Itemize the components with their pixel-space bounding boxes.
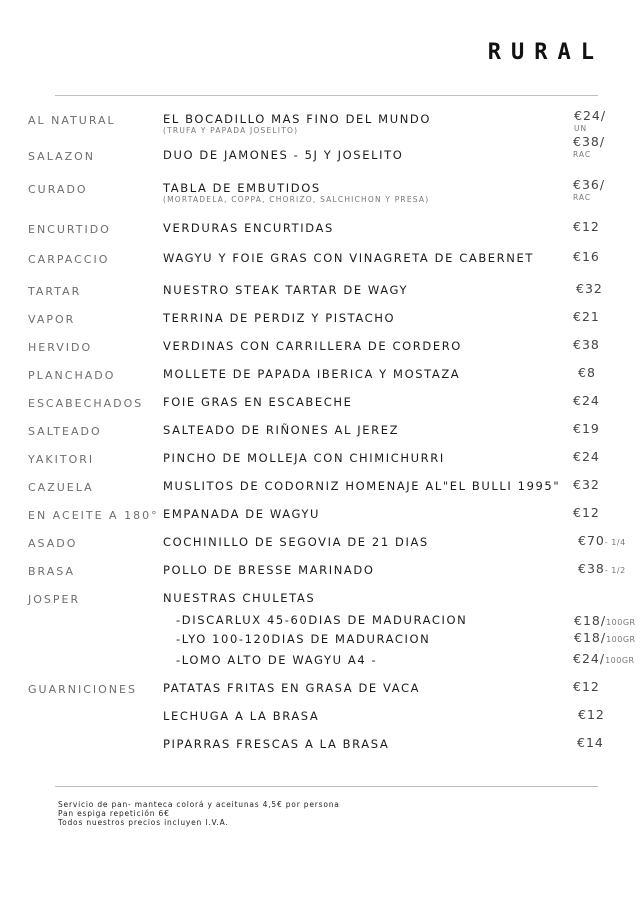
dish-name: DUO DE JAMONES - 5J Y JOSELITO: [163, 148, 404, 162]
dish-name: NUESTRAS CHULETAS: [163, 591, 316, 605]
category-label: VAPOR: [28, 313, 76, 326]
price: [573, 651, 635, 666]
price: [573, 337, 600, 352]
price-value: €16: [573, 249, 600, 264]
category-label: YAKITORI: [28, 453, 95, 466]
price: [578, 561, 626, 576]
footer-notes: [58, 800, 340, 827]
category-label: EN ACEITE A 180°: [28, 509, 159, 522]
category-label: PLANCHADO: [28, 369, 116, 382]
category-label: JOSPER: [28, 593, 81, 606]
price-suffix: 100GR: [605, 656, 635, 665]
price-value: €32: [576, 281, 603, 296]
dish-name: PIPARRAS FRESCAS A LA BRASA: [163, 737, 390, 751]
price: [573, 477, 600, 492]
price-value: €36/: [573, 177, 606, 192]
dish-name: TABLA DE EMBUTIDOS: [163, 181, 321, 195]
price-value: €24/: [573, 651, 606, 666]
dish-name: VERDURAS ENCURTIDAS: [163, 221, 334, 235]
footer-line: Servicio de pan- manteca colorá y aceitunas 4,5€ por persona: [58, 800, 340, 809]
price: [578, 707, 605, 722]
dish-name: POLLO DE BRESSE MARINADO: [163, 563, 375, 577]
dish-name: FOIE GRAS EN ESCABECHE: [163, 395, 353, 409]
dish-name: VERDINAS CON CARRILLERA DE CORDERO: [163, 339, 462, 353]
price-value: €12: [573, 505, 600, 520]
price: [574, 630, 636, 645]
dish-name: -LOMO ALTO DE WAGYU A4 -: [176, 653, 378, 667]
top-divider: [55, 95, 598, 96]
price-value: €8: [578, 365, 596, 380]
price: [573, 249, 600, 264]
bottom-divider: [55, 786, 598, 787]
dish-name: MOLLETE DE PAPADA IBERICA Y MOSTAZA: [163, 367, 461, 381]
footer-line: Todos nuestros precios incluyen I.V.A.: [58, 818, 229, 827]
price-value: €24/: [574, 108, 607, 123]
price: [573, 505, 600, 520]
price: [573, 421, 600, 436]
price: [578, 533, 626, 548]
price: [573, 219, 600, 234]
category-label: SALTEADO: [28, 425, 102, 438]
dish-name: WAGYU Y FOIE GRAS CON VINAGRETA DE CABERNET: [163, 251, 534, 265]
dish-note: (MORTADELA, COPPA, CHORIZO, SALCHICHON Y PRESA): [163, 195, 430, 204]
category-label: ESCABECHADOS: [28, 397, 144, 410]
price: [573, 134, 605, 149]
dish-name: LECHUGA A LA BRASA: [163, 709, 320, 723]
price: [573, 177, 605, 192]
brand-logo: RURAL: [487, 40, 604, 65]
dish-name: EMPANADA DE WAGYU: [163, 507, 321, 521]
price-value: €12: [573, 219, 600, 234]
price-value: €21: [573, 309, 600, 324]
dish-name: PINCHO DE MOLLEJA CON CHIMICHURRI: [163, 451, 445, 465]
price: [573, 679, 600, 694]
price-value: €12: [573, 679, 600, 694]
category-label: TARTAR: [28, 285, 82, 298]
category-label: AL NATURAL: [28, 114, 116, 127]
price-value: €18/: [574, 630, 607, 645]
category-label: CURADO: [28, 183, 88, 196]
category-label: BRASA: [28, 565, 75, 578]
price-value: €38: [578, 561, 605, 576]
category-label: CAZUELA: [28, 481, 94, 494]
footer-line: Pan espiga repetición 6€: [58, 809, 170, 818]
price-unit: RAC: [573, 193, 592, 202]
dish-name: NUESTRO STEAK TARTAR DE WAGY: [163, 283, 409, 297]
price-unit: RAC: [573, 150, 592, 159]
dish-name: PATATAS FRITAS EN GRASA DE VACA: [163, 681, 421, 695]
price: [573, 393, 600, 408]
price: [577, 735, 604, 750]
price: [573, 449, 600, 464]
category-label: GUARNICIONES: [28, 683, 137, 696]
price: [574, 108, 606, 123]
price-suffix: - 1/4: [604, 538, 626, 547]
price-value: €24: [573, 393, 600, 408]
price-value: €32: [573, 477, 600, 492]
price-suffix: 100GR: [606, 618, 636, 627]
dish-name: MUSLITOS DE CODORNIZ HOMENAJE AL"EL BULLI 1995": [163, 479, 561, 493]
dish-name: EL BOCADILLO MAS FINO DEL MUNDO: [163, 112, 432, 126]
dish-name: TERRINA DE PERDIZ Y PISTACHO: [163, 311, 396, 325]
category-label: CARPACCIO: [28, 253, 110, 266]
price: [574, 613, 636, 628]
category-label: ENCURTIDO: [28, 223, 111, 236]
category-label: SALAZON: [28, 150, 96, 163]
price-value: €70: [578, 533, 605, 548]
price-unit: UN: [574, 124, 588, 133]
price: [576, 281, 603, 296]
price-value: €14: [577, 735, 604, 750]
dish-name: -DISCARLUX 45-60DIAS DE MADURACION: [176, 613, 468, 627]
dish-note: (TRUFA Y PAPADA JOSELITO): [163, 126, 299, 135]
dish-name: -LYO 100-120DIAS DE MADURACION: [176, 632, 431, 646]
price-suffix: 100GR: [606, 635, 636, 644]
price-value: €38: [573, 337, 600, 352]
price-value: €38/: [573, 134, 606, 149]
category-label: HERVIDO: [28, 341, 93, 354]
price-value: €19: [573, 421, 600, 436]
price: [573, 309, 600, 324]
price-value: €24: [573, 449, 600, 464]
price-value: €18/: [574, 613, 607, 628]
category-label: ASADO: [28, 537, 78, 550]
price: [578, 365, 596, 380]
dish-name: COCHINILLO DE SEGOVIA DE 21 DIAS: [163, 535, 429, 549]
price-value: €12: [578, 707, 605, 722]
dish-name: SALTEADO DE RIÑONES AL JEREZ: [163, 423, 400, 437]
price-suffix: - 1/2: [604, 566, 626, 575]
